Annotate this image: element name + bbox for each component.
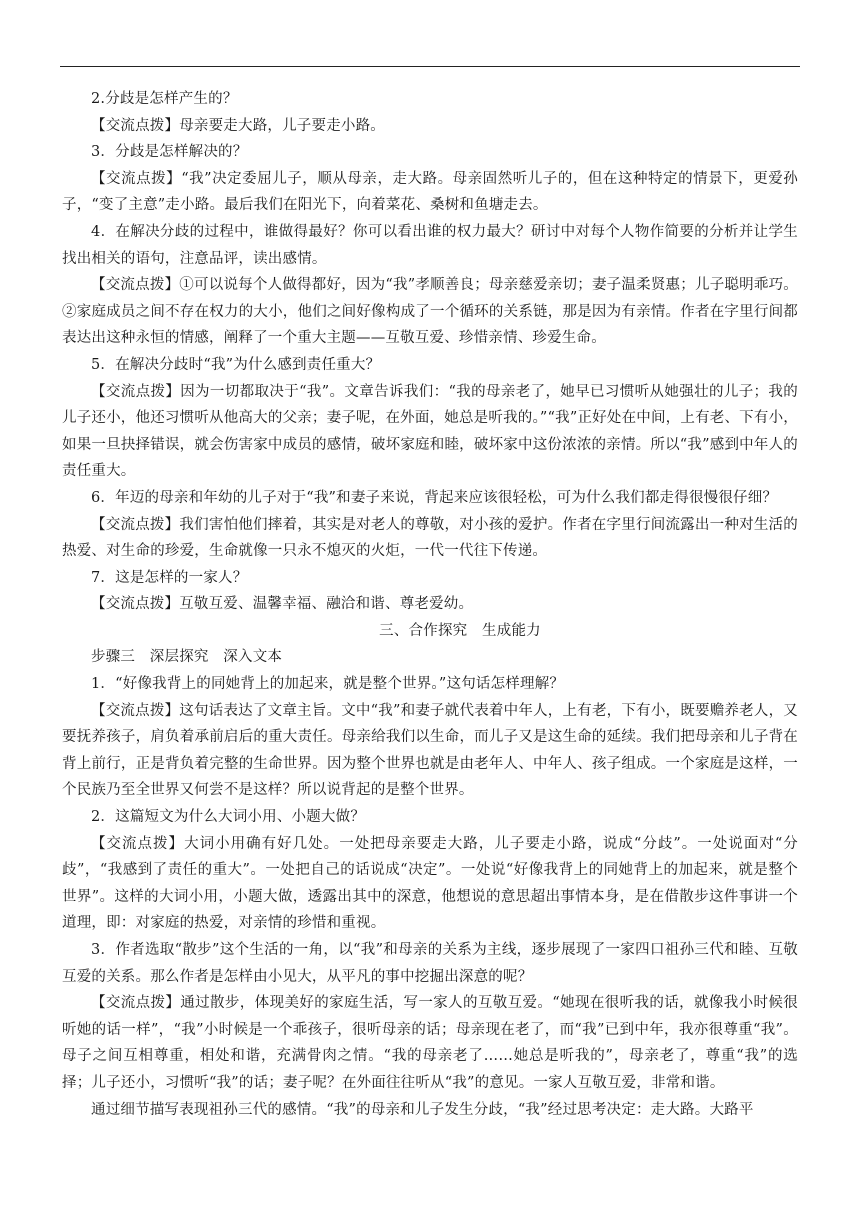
closing-paragraph: 通过细节描写表现祖孙三代的感情。“我”的母亲和儿子发生分歧，“我”经过思考决定：走大路。大路平	[91, 1101, 754, 1118]
question-7: 7．这是怎样的一家人？	[91, 569, 248, 586]
deep-answer-2: 【交流点拨】大词小用确有好几处。一处把母亲要走大路，儿子要走小路，说成“分歧”。一处说面对“分歧”，“我感到了责任的重大”。一处把自己的话说成“决定”。一处说“好像我背上的同她背上的加起来，就是整个世界”。这样的大词小用，小题大做，透露出其中的深意，他想说的意思超出事情本身，是在借散步这件事讲一个道理，即：对家庭的热爱，对亲情的珍惜和重视。	[62, 835, 798, 932]
step-heading: 步骤三 深层探究 深入文本	[91, 649, 283, 666]
question-2: 2.分歧是怎样产生的？	[91, 91, 238, 107]
deep-question-3: 3．作者选取“散步”这个生活的一角，以“我”和母亲的关系为主线，逐步展现了一家四口祖孙三代和睦、互敬互爱的关系。那么作者是怎样由小见大，从平凡的事中挖掘出深意的呢？	[62, 942, 798, 985]
answer-3: 【交流点拨】“我”决定委屈儿子，顺从母亲，走大路。母亲固然听儿子的，但在这种特定的情景下，更爱孙子，“变了主意”走小路。最后我们在阳光下，向着菜花、桑树和鱼塘走去。	[62, 170, 798, 214]
question-3: 3．分歧是怎样解决的？	[91, 144, 248, 161]
deep-question-1: 1．“好像我背上的同她背上的加起来，就是整个世界。”这句话怎样理解？	[91, 676, 565, 693]
answer-2: 【交流点拨】母亲要走大路，儿子要走小路。	[91, 117, 385, 134]
section-heading: 三、合作探究 生成能力	[379, 622, 541, 639]
document-body	[62, 86, 798, 1123]
deep-answer-1: 【交流点拨】这句话表达了文章主旨。文中“我”和妻子就代表着中年人，上有老，下有小，既要赡养老人，又要抚养孩子，肩负着承前启后的重大责任。母亲给我们以生命，而儿子又是这生命的延续。我们把母亲和儿子背在背上前行，正是背负着完整的生命世界。因为整个世界也就是由老年人、中年人、孩子组成。一个家庭是这样，一个民族乃至全世界又何尝不是这样？所以说背起的是整个世界。	[62, 702, 798, 799]
answer-6: 【交流点拨】我们害怕他们摔着，其实是对老人的尊敬，对小孩的爱护。作者在字里行间流露出一种对生活的热爱、对生命的珍爱，生命就像一只永不熄灭的火炬，一代一代往下传递。	[62, 516, 798, 560]
header-rule	[60, 66, 800, 67]
question-6: 6．年迈的母亲和年幼的儿子对于“我”和妻子来说，背起来应该很轻松，可为什么我们都走得很慢很仔细？	[91, 489, 778, 506]
answer-7: 【交流点拨】互敬互爱、温馨幸福、融洽和谐、尊老爱幼。	[91, 596, 474, 613]
answer-5: 【交流点拨】因为一切都取决于“我”。文章告诉我们：“我的母亲老了，她早已习惯听从她强壮的儿子；我的儿子还小，他还习惯听从他高大的父亲；妻子呢，在外面，她总是听我的。”“我”正好处在中间，上有老、下有小，如果一旦抉择错误，就会伤害家中成员的感情，破坏家庭和睦，破坏家中这份浓浓的亲情。所以“我”感到中年人的责任重大。	[62, 383, 798, 480]
answer-4: 【交流点拨】①可以说每个人做得都好，因为“我”孝顺善良；母亲慈爱亲切；妻子温柔贤惠；儿子聪明乖巧。②家庭成员之间不存在权力的大小，他们之间好像构成了一个循环的关系链，那是因为有亲情。作者在字里行间都表达出这种永恒的情感，阐释了一个重大主题——互敬互爱、珍惜亲情、珍爱生命。	[62, 277, 798, 347]
deep-question-2: 2．这篇短文为什么大词小用、小题大做？	[91, 809, 366, 826]
question-4: 4．在解决分歧的过程中，谁做得最好？你可以看出谁的权力最大？研讨中对每个人物作简要的分析并让学生找出相关的语句，注意品评，读出感情。	[62, 223, 798, 267]
deep-answer-3: 【交流点拨】通过散步，体现美好的家庭生活，写一家人的互敬互爱。“她现在很听我的话，就像我小时候很听她的话一样”，“我”小时候是一个乖孩子，很听母亲的话；母亲现在老了，而“我”已到中年，我亦很尊重“我”。母子之间互相尊重，相处和谐，充满骨肉之情。“我的母亲老了……她总是听我的”，母亲老了，尊重“我”的选择；儿子还小，习惯听“我”的话；妻子呢？在外面往往听从“我”的意见。一家人互敬互爱，非常和谐。	[62, 995, 798, 1091]
question-5: 5．在解决分歧时“我”为什么感到责任重大？	[91, 356, 381, 373]
